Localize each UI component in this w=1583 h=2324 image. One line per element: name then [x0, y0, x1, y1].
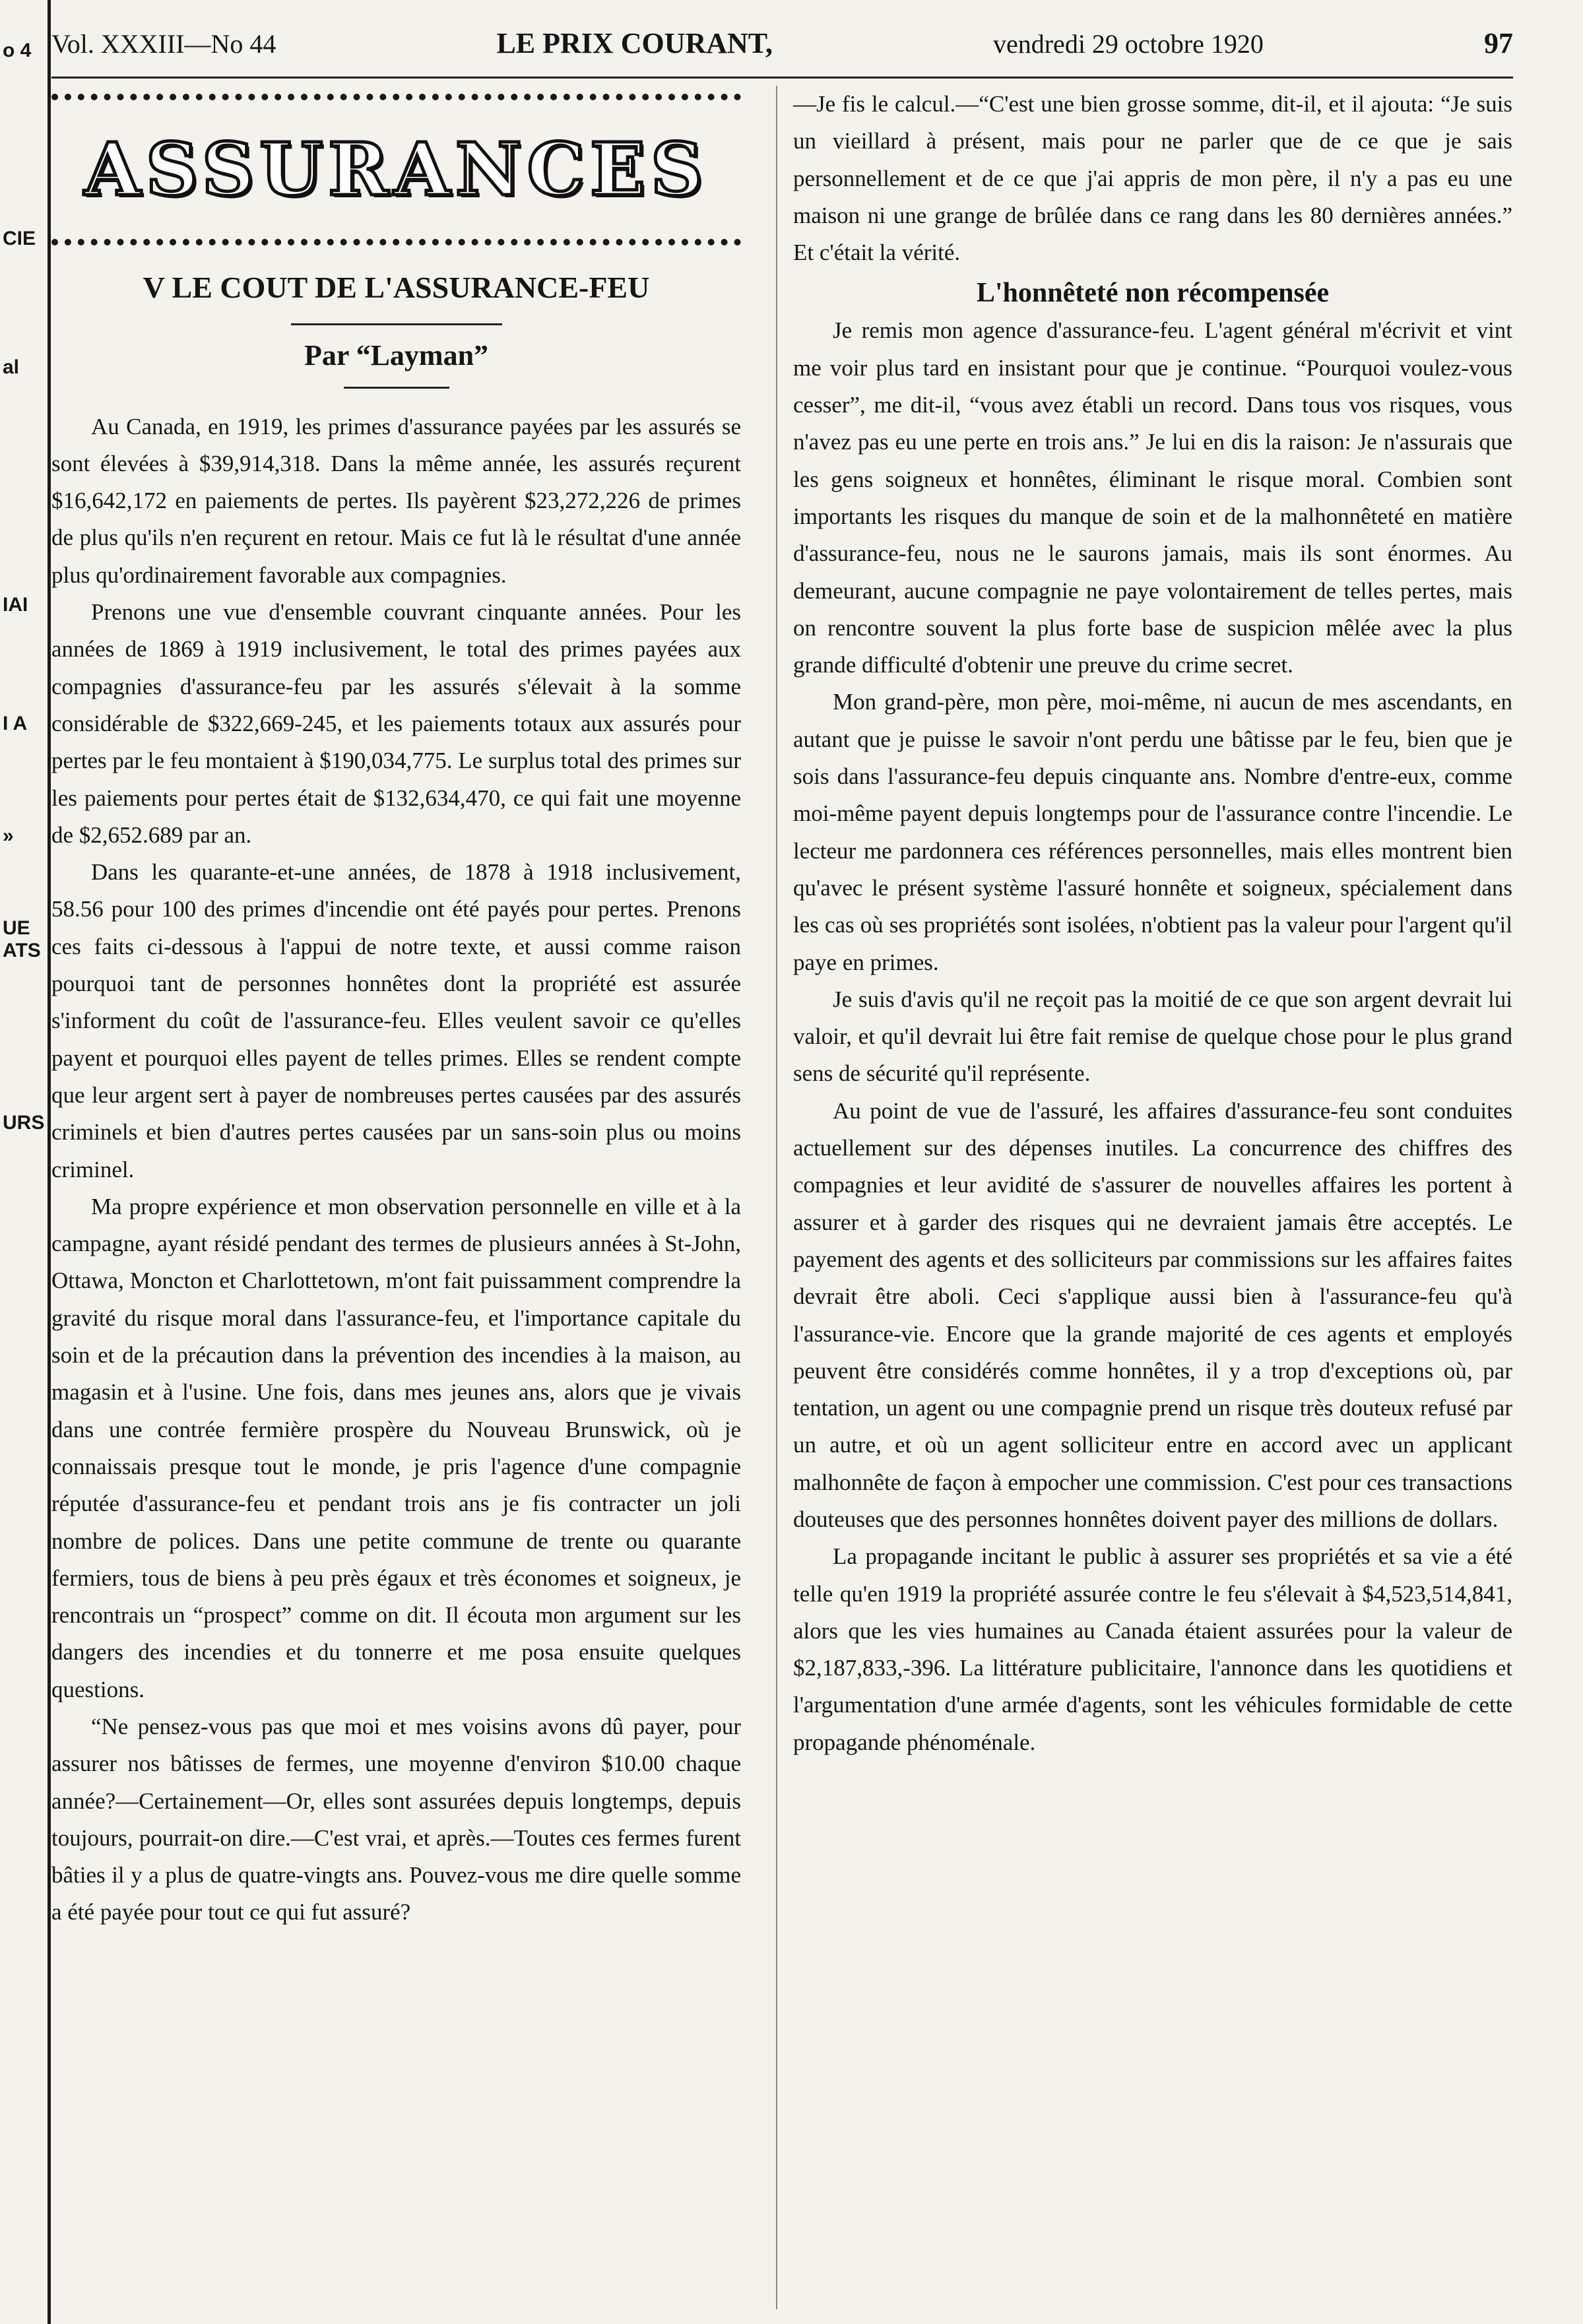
paragraph: Au Canada, en 1919, les primes d'assurance payées par les assurés se sont élevées à $39,914,318. Dans la même année, les assurés reçurent $16,642,172 en paiements de pertes. Ils payèrent $23,272,226 de primes de plus qu'ils n'en reçurent en retour. Mais ce fut là le résultat d'une année plus qu'ordinairement favorable aux compagnies.: [51, 413, 741, 588]
article-headline: V LE COUT DE L'ASSURANCE-FEU: [143, 271, 650, 304]
right-column: [793, 86, 1512, 1761]
header-rule: [51, 77, 1513, 79]
paragraph: La propagande incitant le public à assurer ses propriétés et sa vie a été telle qu'en 1919 la propriété assurée contre le feu s'élevait à $4,523,514,841, alors que les vies humaines au Canada étaient assurées pour la valeur de $2,187,833,-396. La littérature publicitaire, l'annonce dans les quotidiens et l'argumentation d'une armée d'agents, sont les véhicules formidable de cette propagande phénoménale.: [793, 1543, 1512, 1755]
edge-fragment: I A: [3, 713, 28, 734]
paragraph: Prenons une vue d'ensemble couvrant cinquante années. Pour les années de 1869 à 1919 inclusivement, le total des primes payées aux compagnies d'assurance-feu par les assurés s'élevait à la somme considérable de $322,669-245, et les paiements totaux aux assurés pour pertes par le feu montaient à $190,034,775. Le surplus total des primes sur les paiements pour pertes était de $132,634,470, ce qui fait une moyenne de $2,652.689 par an.: [51, 599, 741, 848]
left-edge-margin: [0, 0, 51, 2324]
paragraph: Au point de vue de l'assuré, les affaires d'assurance-feu sont conduites actuellement sur des dépenses inutiles. La concurrence des chiffres des compagnies et leur avidité de s'assurer de nouvelles affaires les portent à assurer et à garder des risques qui ne devraient jamais être acceptés. Le payement des agents et des solliciteurs par commissions sur les affaires faites devrait être aboli. Ceci s'applique aussi bien à l'assurance-feu qu'à l'assurance-vie. Encore que la grande majorité de ces agents et employés peuvent être considérés comme honnêtes, il y a trop d'exceptions où, par tentation, un agent ou une compagnie prend un risque très douteux refusé par un autre, et où un agent solliciteur entre en accord avec un applicant malhonnête de façon à empocher une commission. C'est pour ces transactions douteuses que des personnes honnêtes doivent payer des millions de dollars.: [793, 1097, 1512, 1532]
subheading: L'honnêteté non récompensée: [976, 278, 1330, 309]
byline-rule: [344, 387, 449, 389]
headline-rule: [291, 323, 502, 325]
paragraph: Mon grand-père, mon père, moi-même, ni aucun de mes ascendants, en autant que je puisse le savoir n'ont perdu une bâtisse par le feu, bien que je sois dans l'assurance-feu depuis cinquante ans. Nombre d'entre-eux, comme moi-même payent depuis longtemps pour de l'assurance contre l'incendie. Le lecteur me pardonnera ces références personnelles, mais elles montrent bien qu'avec le présent système l'assuré honnête et soigneux, spécialement dans les cas où ses propriétés sont isolées, n'obtient pas la valeur pour l'argent qu'il paye en primes.: [793, 689, 1512, 975]
edge-fragment: URS: [3, 1112, 45, 1134]
page-number: 97: [1483, 27, 1513, 59]
article-byline: Par “Layman”: [304, 339, 489, 372]
paragraph: Je remis mon agence d'assurance-feu. L'agent général m'écrivit et vint me voir plus tard en insistant pour que je continue. “Pourquoi voulez-vous cesser”, me dit-il, “vous avez établi un record. Dans tous vos risques, vous n'avez pas eu une perte en trois ans.” Je lui en dis la raison: Je n'assurais que les gens soigneux et honnêtes, éliminant le risque moral. Combien sont importants les risques du manque de soin et de la malhonnêteté en matière d'assurance-feu, nous ne le saurons jamais, mais ils sont énormes. Au demeurant, aucune compagnie ne paye volontairement de telles pertes, mais on rencontre souvent la plus forte base de suspicion mêlée avec la plus grande difficulté d'obtenir une preuve du crime secret.: [793, 317, 1512, 678]
paragraph: Ma propre expérience et mon observation personnelle en ville et à la campagne, ayant résidé pendant des termes de plusieurs années à St-John, Ottawa, Moncton et Charlottetown, m'ont fait puissamment comprendre la gravité du risque moral dans l'assurance-feu, et l'importance capitale du soin et de la précaution dans la prévention des incendies à la maison, au magasin et à l'usine. Une fois, dans mes jeunes ans, alors que je vivais dans une contrée fermière prospère du Nouveau Brunswick, où je connaissais presque tout le monde, je pris l'agence d'une compagnie réputée d'assurance-feu et pendant trois ans je fis contracter un joli nombre de polices. Dans une petite commune de trente ou quarante fermiers, tous de biens à peu près égaux et très économes et soigneux, je rencontrais un “prospect” comme on dit. Il écouta mon argument sur les dangers des incendies et du tonnerre et me posa ensuite quelques questions.: [51, 1193, 741, 1702]
paragraph: —Je fis le calcul.—“C'est une bien grosse somme, dit-il, et il ajouta: “Je suis un vieillard à présent, mais pour ne parler que de ce que je sais personnellement et de ce que j'ai appris de mon père, il n'y a pas eu une maison ni une grange de brûlée dans ce rang dans les 80 dernières années.” Et c'était la vérité.: [793, 91, 1512, 266]
edge-fragment: o 4: [3, 40, 32, 61]
edge-fragment: al: [3, 356, 20, 378]
publication-title: LE PRIX COURANT,: [496, 27, 773, 59]
edge-fragment: IAI: [3, 594, 28, 616]
section-title: ASSURANCES: [84, 126, 709, 212]
left-column: [51, 86, 741, 1931]
page-header: [51, 26, 1513, 79]
column-divider: [776, 86, 777, 2309]
edge-fragment: UE ATS: [3, 917, 41, 961]
volume-number: Vol. XXXIII—No 44: [51, 29, 276, 59]
section-banner: [51, 94, 741, 245]
paragraph: “Ne pensez-vous pas que moi et mes voisins avons dû payer, pour assurer nos bâtisses de fermes, une moyenne d'environ $10.00 chaque année?—Certainement—Or, elles sont assurées depuis longtemps, depuis toujours, pourrait-on dire.—C'est vrai, et après.—Toutes ces fermes furent bâties il y a plus de quatre-vingts ans. Pouvez-vous me dire quelle somme a été payée pour tout ce qui fut assuré?: [51, 1713, 741, 1925]
edge-fragment: »: [3, 825, 14, 847]
paragraph: Je suis d'avis qu'il ne reçoit pas la moitié de ce que son argent devrait lui valoir, et qu'il devrait lui être fait remise de quelque chose pour le plus grand sens de sécurité qu'il représente.: [793, 986, 1512, 1087]
paragraph: Dans les quarante-et-une années, de 1878 à 1918 inclusivement, 58.56 pour 100 des primes d'incendie ont été payés pour pertes. Prenons ces faits ci-dessous à l'appui de notre texte, et aussi comme raison pourquoi tant de personnes honnêtes dont la propriété est assurée s'informent du coût de l'assurance-feu. Elles veulent savoir ce qu'elles payent et pourquoi elles payent de telles primes. Elles se rendent compte que leur argent sert à payer de nombreuses pertes causées par des assurés criminels et bien d'autres pertes causées par un sans-soin plus ou moins criminel.: [51, 859, 741, 1182]
edge-fragment: CIE: [3, 228, 36, 249]
issue-date: vendredi 29 octobre 1920: [992, 29, 1264, 59]
